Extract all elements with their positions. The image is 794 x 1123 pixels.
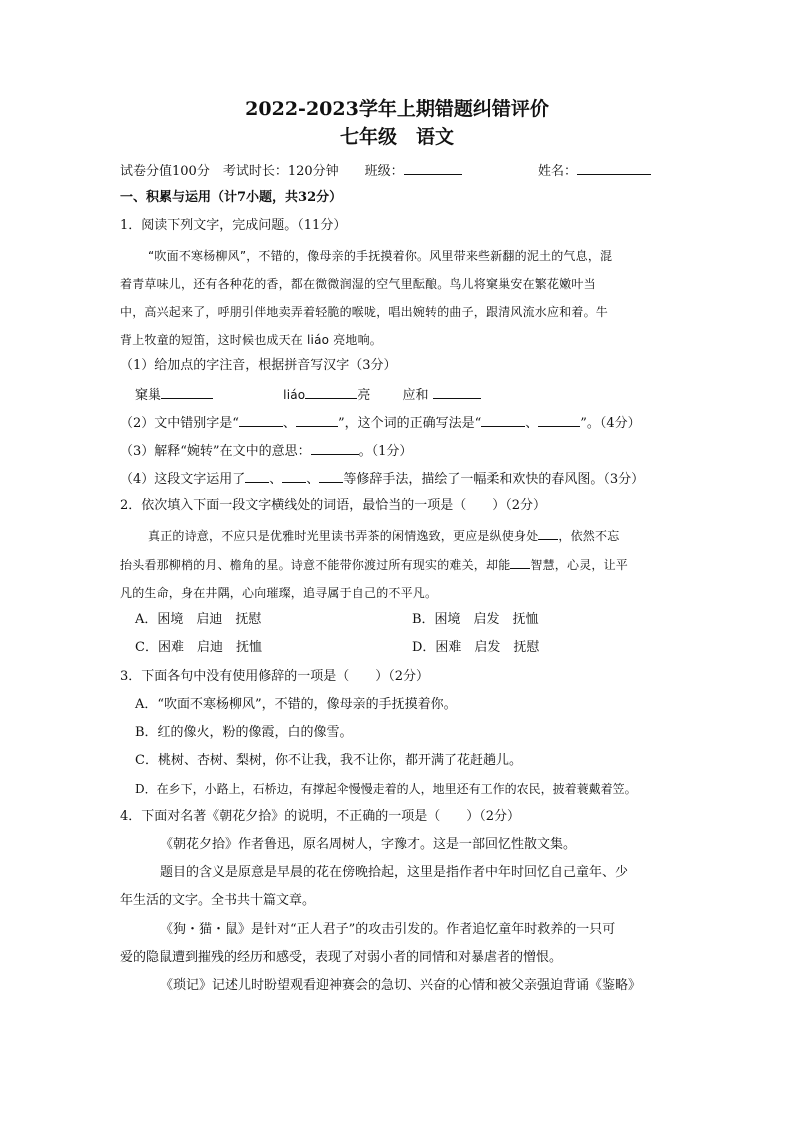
exam-title: 2022-2023学年上期错题纠错评价 bbox=[245, 98, 549, 120]
answer-blank bbox=[481, 413, 525, 427]
answer-blank bbox=[245, 469, 269, 483]
sub1-items-row bbox=[135, 385, 481, 405]
exam-info-row bbox=[120, 161, 462, 181]
question-1-sub1: （1）给加点的字注音，根据拼音写汉字（3分） bbox=[120, 358, 397, 373]
section-heading: 一、积累与运用（计7小题，共32分） bbox=[120, 190, 343, 205]
sub2-text: 、 bbox=[282, 416, 296, 431]
answer-blank bbox=[305, 385, 357, 399]
passage-line bbox=[148, 526, 619, 545]
answer-blank bbox=[311, 441, 359, 455]
class-blank bbox=[404, 161, 462, 175]
q4-text-line: 《朝花夕拾》作者鲁迅，原名周树人，字豫才。这是一部回忆性散文集。 bbox=[160, 837, 577, 852]
sub4-text: 、 bbox=[306, 472, 320, 487]
question-4-stem: 4．下面对名著《朝花夕拾》的说明，不正确的一项是（ ）（2分） bbox=[120, 809, 521, 824]
question-1-sub3 bbox=[120, 441, 412, 461]
answer-blank bbox=[161, 385, 213, 399]
sub1-item: 窠巢 bbox=[135, 388, 162, 403]
answer-blank bbox=[239, 413, 283, 427]
sub1-item: liáo bbox=[283, 388, 306, 402]
passage-line: 背上牧童的短笛，这时候也成天在 liáo 亮地响。 bbox=[120, 333, 382, 347]
answer-blank bbox=[282, 469, 306, 483]
name-field bbox=[538, 161, 651, 181]
option-a: A．困境 启迪 抚慰 bbox=[135, 612, 262, 627]
answer-blank bbox=[433, 385, 481, 399]
q4-text-line: 年生活的文字。全书共十篇文章。 bbox=[120, 893, 316, 908]
passage-text: 真正的诗意，不应只是优雅时光里读书弄茶的闲情逸致，更应是纵使身处 bbox=[148, 529, 539, 543]
question-1-stem: 1．阅读下列文字，完成问题。（11分） bbox=[120, 218, 347, 233]
option-d: D．在乡下，小路上，石桥边，有撑起伞慢慢走着的人，地里还有工作的农民，披着蓑戴着笠。 bbox=[135, 782, 637, 796]
passage-line bbox=[120, 555, 628, 574]
sub1-item: 亮 bbox=[357, 388, 371, 403]
passage-text: ，依然不忘 bbox=[558, 529, 620, 543]
answer-blank bbox=[538, 526, 558, 540]
sub2-text: ”，这个词的正确写法是“ bbox=[337, 416, 482, 431]
name-blank bbox=[577, 161, 651, 175]
q4-text-line: 爱的隐鼠遭到摧残的经历和感受，表现了对弱小者的同情和对暴虐者的憎恨。 bbox=[120, 950, 563, 965]
passage-text: 抬头看那柳梢的月、檐角的星。诗意不能带你渡过所有现实的难关，却能 bbox=[120, 558, 511, 572]
q4-text-line: 题目的含义是原意是早晨的花在傍晚拾起，这里是指作者中年时回忆自己童年、少 bbox=[160, 865, 629, 880]
exam-subtitle: 七年级 语文 bbox=[339, 126, 454, 148]
name-label: 姓名： bbox=[538, 164, 578, 179]
option-d: D．困难 启发 抚慰 bbox=[412, 640, 540, 655]
answer-blank bbox=[296, 413, 338, 427]
sub4-text: （4）这段文字运用了 bbox=[120, 472, 246, 487]
question-1-sub2 bbox=[120, 413, 641, 433]
sub3-text: （3）解释“婉转”在文中的意思： bbox=[120, 444, 311, 459]
question-2-stem: 2．依次填入下面一段文字横线处的词语，最恰当的一项是（ ）（2分） bbox=[120, 498, 547, 513]
q4-text-line: 《狗・猫・鼠》是针对“正人君子”的攻击引发的。作者追忆童年时救养的一只可 bbox=[160, 922, 616, 937]
option-a: A．“吹面不寒杨柳风”，不错的，像母亲的手抚摸着你。 bbox=[135, 697, 457, 712]
option-c: C．桃树、杏树、梨树，你不让我，我不让你，都开满了花赶趟儿。 bbox=[135, 753, 522, 768]
sub4-text: 等修辞手法，描绘了一幅柔和欢快的春风图。（3分） bbox=[343, 472, 645, 487]
sub2-text: 、 bbox=[525, 416, 539, 431]
question-1-sub4 bbox=[120, 469, 644, 489]
option-b: B．红的像火，粉的像霞，白的像雪。 bbox=[135, 725, 353, 740]
answer-blank bbox=[538, 413, 580, 427]
exam-info-text: 试卷分值100分 考试时长：120分钟 班级： bbox=[120, 164, 404, 179]
option-c: C．困难 启迪 抚恤 bbox=[135, 640, 262, 655]
sub2-text: ”。（4分） bbox=[580, 416, 641, 431]
sub3-text: 。（1分） bbox=[358, 444, 413, 459]
passage-line: “吹面不寒杨柳风”，不错的，像母亲的手抚摸着你。风里带来些新翻的泥土的气息，混 bbox=[148, 249, 613, 263]
passage-line: 着青草味儿，还有各种花的香，都在微微润湿的空气里酝酿。鸟儿将窠巢安在繁花嫩叶当 bbox=[120, 277, 596, 291]
sub1-item: 应和 bbox=[402, 388, 429, 403]
option-b: B．困境 启发 抚恤 bbox=[412, 612, 539, 627]
q4-text-line: 《琐记》记述儿时盼望观看迎神赛会的急切、兴奋的心情和被父亲强迫背诵《鉴略》 bbox=[160, 978, 642, 993]
question-3-stem: 3．下面各句中没有使用修辞的一项是（ ）（2分） bbox=[120, 669, 430, 684]
passage-line: 中，高兴起来了，呼朋引伴地卖弄着轻脆的喉咙，唱出婉转的曲子，跟清风流水应和着。牛 bbox=[120, 305, 609, 319]
answer-blank bbox=[319, 469, 343, 483]
sub2-text: （2）文中错别字是“ bbox=[120, 416, 239, 431]
sub4-text: 、 bbox=[269, 472, 283, 487]
passage-text: 智慧，心灵，让平 bbox=[530, 558, 629, 572]
passage-line: 凡的生命，身在井隅，心向璀璨，追寻属于自己的不平凡。 bbox=[120, 586, 438, 600]
answer-blank bbox=[510, 555, 530, 569]
